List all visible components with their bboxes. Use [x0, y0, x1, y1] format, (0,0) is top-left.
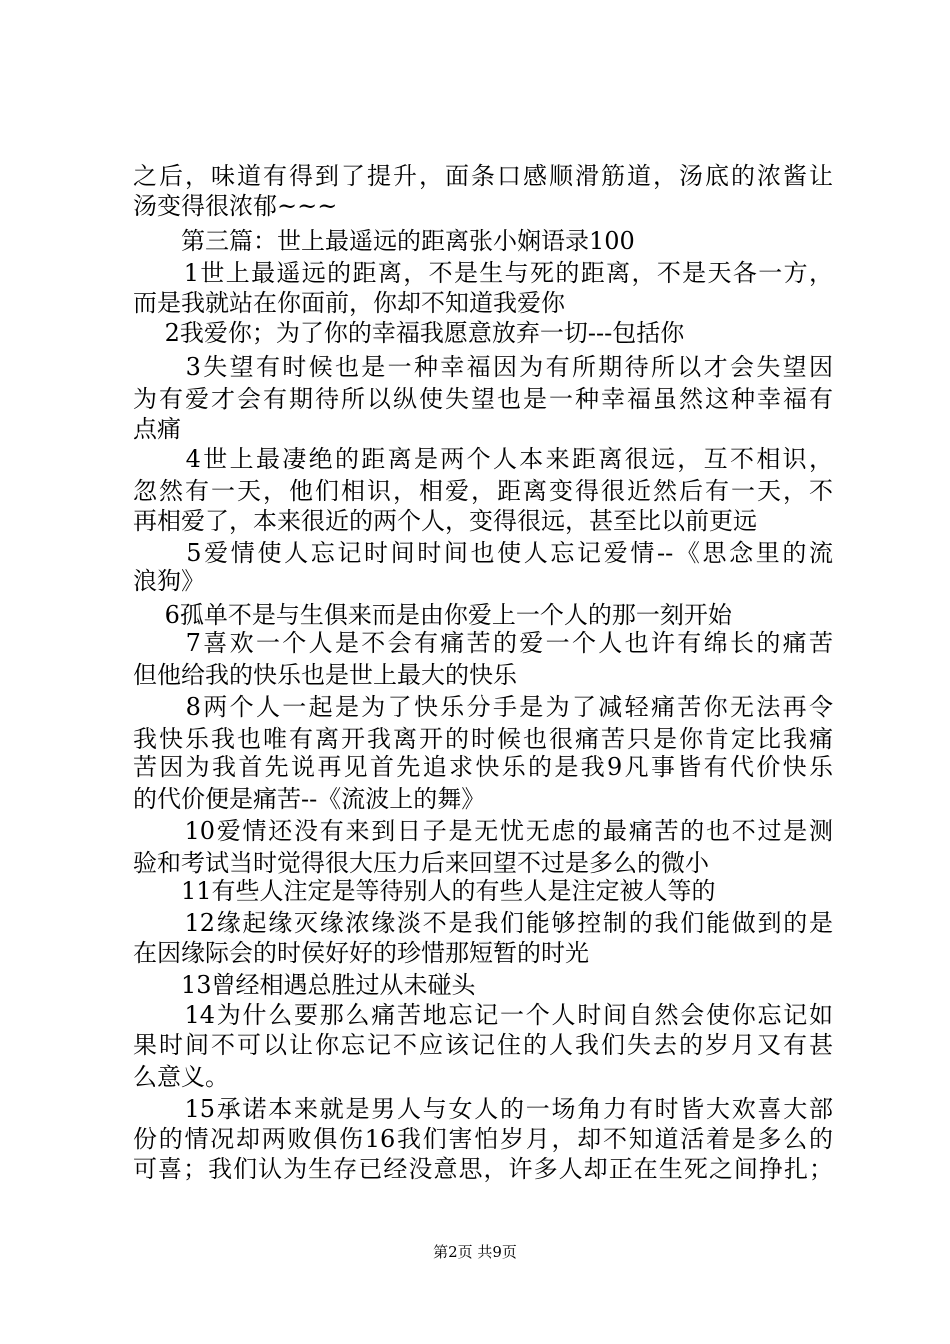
text-line: 可喜；我们认为生存已经没意思，许多人却正在生死之间挣扎； — [133, 1155, 833, 1183]
text-line: 10爱情还没有来到日子是无忧无虑的最痛苦的也不过是测 — [133, 817, 833, 845]
text-line: 么意义。 — [133, 1063, 229, 1091]
text-line: 我快乐我也唯有离开我离开的时候也很痛苦只是你肯定比我痛 — [133, 725, 833, 753]
text-line: 11有些人注定是等待别人的有些人是注定被人等的 — [133, 877, 716, 905]
text-line: 12缘起缘灭缘浓缘淡不是我们能够控制的我们能做到的是 — [133, 909, 833, 937]
text-line: 验和考试当时觉得很大压力后来回望不过是多么的微小 — [133, 849, 709, 877]
text-line: 为有爱才会有期待所以纵使失望也是一种幸福虽然这种幸福有 — [133, 385, 833, 413]
text-line: 第三篇：世上最遥远的距离张小娴语录100 — [133, 227, 635, 255]
text-line: 15承诺本来就是男人与女人的一场角力有时皆大欢喜大部 — [133, 1095, 833, 1123]
text-line: 3失望有时候也是一种幸福因为有所期待所以才会失望因 — [133, 353, 833, 381]
text-line: 而是我就站在你面前，你却不知道我爱你 — [133, 289, 565, 317]
text-line: 汤变得很浓郁~~~ — [133, 192, 338, 220]
text-line: 14为什么要那么痛苦地忘记一个人时间自然会使你忘记如 — [133, 1001, 833, 1029]
text-line: 苦因为我首先说再见首先追求快乐的是我9凡事皆有代价快乐 — [133, 753, 833, 781]
text-line: 8两个人一起是为了快乐分手是为了减轻痛苦你无法再令 — [133, 693, 833, 721]
text-line: 忽然有一天，他们相识，相爱，距离变得很近然后有一天，不 — [133, 477, 833, 505]
text-line: 5爱情使人忘记时间时间也使人忘记爱情--《思念里的流 — [133, 539, 833, 567]
text-line: 1世上最遥远的距离，不是生与死的距离，不是天各一方， — [133, 259, 833, 287]
text-line: 6孤单不是与生俱来而是由你爱上一个人的那一刻开始 — [133, 601, 732, 629]
page-footer: 第2页 共9页 — [433, 1243, 517, 1261]
text-line: 果时间不可以让你忘记不应该记住的人我们失去的岁月又有甚 — [133, 1031, 833, 1059]
text-line: 2我爱你；为了你的幸福我愿意放弃一切---包括你 — [133, 319, 685, 347]
text-line: 在因缘际会的时侯好好的珍惜那短暂的时光 — [133, 939, 589, 967]
text-line: 7喜欢一个人是不会有痛苦的爱一个人也许有绵长的痛苦 — [133, 629, 833, 657]
text-line: 但他给我的快乐也是世上最大的快乐 — [133, 661, 517, 689]
text-line: 的代价便是痛苦--《流波上的舞》 — [133, 785, 486, 813]
text-line: 13曾经相遇总胜过从未碰头 — [133, 971, 476, 999]
text-line: 份的情况却两败俱伤16我们害怕岁月，却不知道活着是多么的 — [133, 1125, 833, 1153]
text-line: 点痛 — [133, 415, 181, 443]
text-line: 4世上最凄绝的距离是两个人本来距离很远，互不相识， — [133, 445, 833, 473]
text-line: 之后，味道有得到了提升，面条口感顺滑筋道，汤底的浓酱让 — [133, 162, 833, 190]
text-line: 浪狗》 — [133, 567, 205, 595]
text-line: 再相爱了，本来很近的两个人，变得很远，甚至比以前更远 — [133, 507, 757, 535]
